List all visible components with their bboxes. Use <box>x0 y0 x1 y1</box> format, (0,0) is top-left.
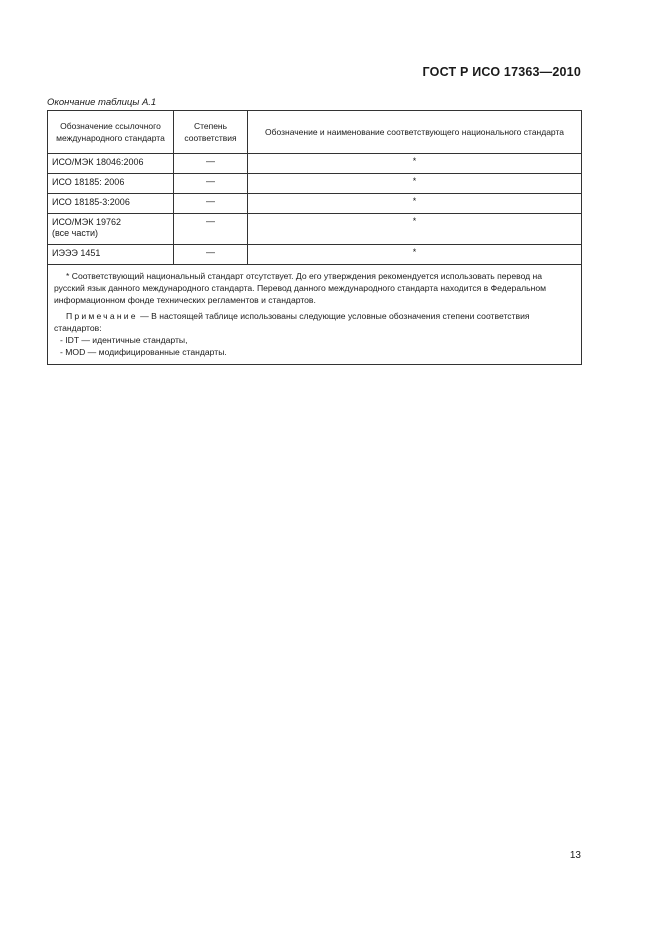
standards-table <box>47 110 582 365</box>
footnote: * Соответствующий национальный стандарт отсутствует. До его утверждения рекомендуется использовать перевод на русский язык данного международного стандарта. Перевод данного международного стандарта находится в Федеральном информационном фонде технических регламентов и стандартов. <box>54 271 547 305</box>
table-row <box>48 154 582 174</box>
notes-row <box>48 265 582 365</box>
row-degree: — <box>174 174 248 194</box>
row-standard-code: ИСО 18185: 2006 <box>48 174 174 194</box>
row-national-standard: * <box>248 194 582 214</box>
header-degree: Степень соответствия <box>174 111 248 154</box>
row-standard-code <box>48 214 174 245</box>
note-label: Примечание <box>66 311 138 321</box>
row-degree: — <box>174 214 248 245</box>
notes-cell <box>48 265 582 365</box>
row-national-standard: * <box>248 154 582 174</box>
table-caption: Окончание таблицы А.1 <box>47 97 157 108</box>
note-list <box>54 334 575 358</box>
row-national-standard: * <box>248 214 582 245</box>
table-header-row <box>48 111 582 154</box>
note-paragraph <box>54 310 575 334</box>
row-standard-code: ИСО 18185-3:2006 <box>48 194 174 214</box>
row-national-standard: * <box>248 174 582 194</box>
note-list-item: - IDT — идентичные стандарты, <box>60 335 188 345</box>
row-national-standard: * <box>248 245 582 265</box>
table-row <box>48 245 582 265</box>
row-degree: — <box>174 245 248 265</box>
row-standard-code: ИЭЭЭ 1451 <box>48 245 174 265</box>
page-number: 13 <box>569 850 581 861</box>
document-header: ГОСТ Р ИСО 17363—2010 <box>422 65 581 79</box>
header-international-standard: Обозначение ссылочного международного стандарта <box>48 111 174 154</box>
table-row <box>48 214 582 245</box>
table-row <box>48 174 582 194</box>
header-national-standard: Обозначение и наименование соответствующего национального стандарта <box>248 111 582 154</box>
row-degree: — <box>174 154 248 174</box>
row-standard-code-line2: (все части) <box>52 228 99 238</box>
note-list-item: - MOD — модифицированные стандарты. <box>60 347 227 357</box>
row-degree: — <box>174 194 248 214</box>
table-row <box>48 194 582 214</box>
note-text: — В настоящей таблице использованы следующие условные обозначения степени соответствия стандартов: <box>54 311 530 333</box>
row-standard-code: ИСО/МЭК 18046:2006 <box>48 154 174 174</box>
row-standard-code-line1: ИСО/МЭК 19762 <box>52 217 122 227</box>
